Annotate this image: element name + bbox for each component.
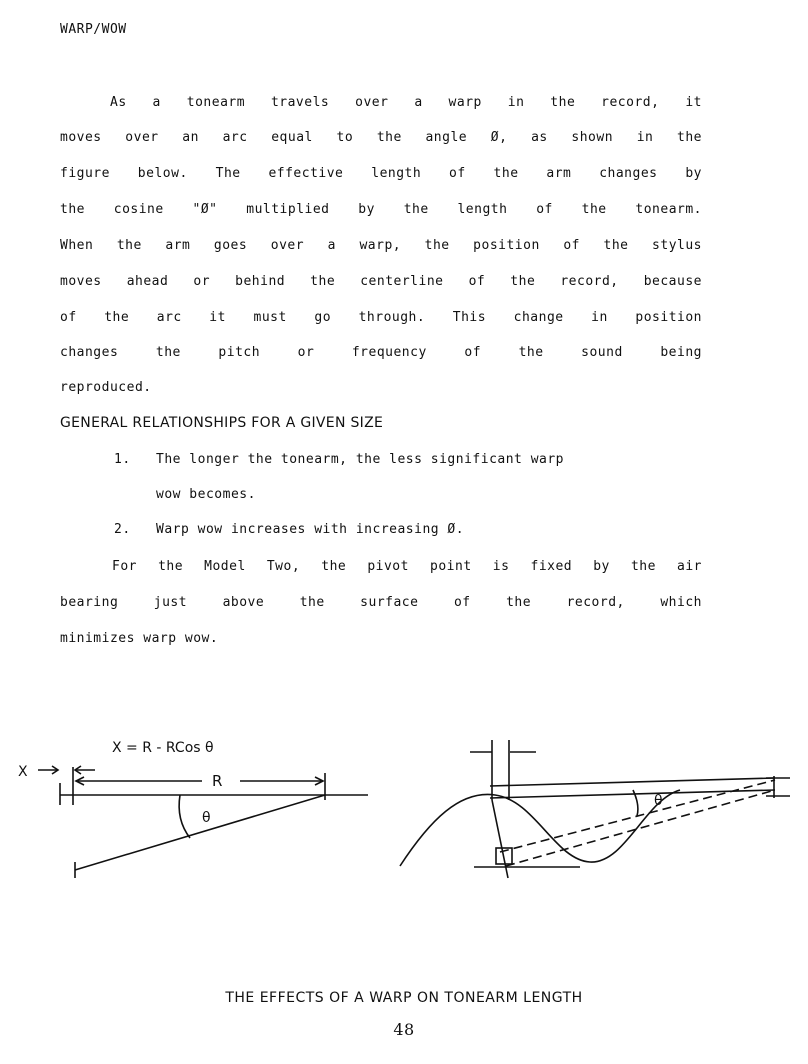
figure-caption: THE EFFECTS OF A WARP ON TONEARM LENGTH bbox=[225, 990, 583, 1006]
paragraph-line: bearing just above the surface of the record, which bbox=[60, 595, 702, 610]
section-heading: GENERAL RELATIONSHIPS FOR A GIVEN SIZE bbox=[60, 415, 384, 431]
page-header: WARP/WOW bbox=[60, 22, 127, 37]
tilted-arm-dashed bbox=[506, 790, 775, 866]
label-r: R bbox=[212, 772, 223, 790]
formula: X = R - RCos θ bbox=[112, 740, 214, 756]
warp-curve bbox=[400, 790, 680, 866]
paragraph-line: figure below. The effective length of the arm changes by bbox=[60, 166, 702, 181]
list-item-line: Warp wow increases with increasing Ø. bbox=[156, 522, 465, 537]
paragraph-line: reproduced. bbox=[60, 380, 152, 395]
paragraph-line: When the arm goes over a warp, the position of the stylus bbox=[60, 238, 702, 253]
paragraph-line: of the arc it must go through. This change in position bbox=[60, 310, 702, 325]
list-number: 2. bbox=[114, 522, 131, 537]
label-theta: θ bbox=[202, 810, 211, 826]
paragraph-line: For the Model Two, the pivot point is fixed by the air bbox=[112, 559, 702, 574]
list-number: 1. bbox=[114, 452, 131, 467]
paragraph-line: moves ahead or behind the centerline of the record, because bbox=[60, 274, 702, 289]
list-item-line: wow becomes. bbox=[156, 487, 256, 502]
tonearm-line bbox=[75, 795, 325, 870]
page-number: 48 bbox=[393, 1020, 415, 1039]
label-x: X bbox=[18, 764, 28, 780]
paragraph-line: moves over an arc equal to the angle Ø, as shown in the bbox=[60, 130, 702, 145]
paragraph-line: changes the pitch or frequency of the sound being bbox=[60, 345, 702, 360]
list-item-line: The longer the tonearm, the less significant warp bbox=[156, 452, 565, 467]
label-theta: θ bbox=[654, 793, 663, 809]
paragraph-line: As a tonearm travels over a warp in the record, it bbox=[110, 95, 702, 110]
tonearm-top bbox=[490, 778, 775, 786]
paragraph-line: minimizes warp wow. bbox=[60, 631, 219, 646]
angle-arc bbox=[179, 795, 190, 838]
paragraph-line: the cosine "Ø" multiplied by the length of the tonearm. bbox=[60, 202, 702, 217]
right-diagram bbox=[400, 740, 790, 878]
